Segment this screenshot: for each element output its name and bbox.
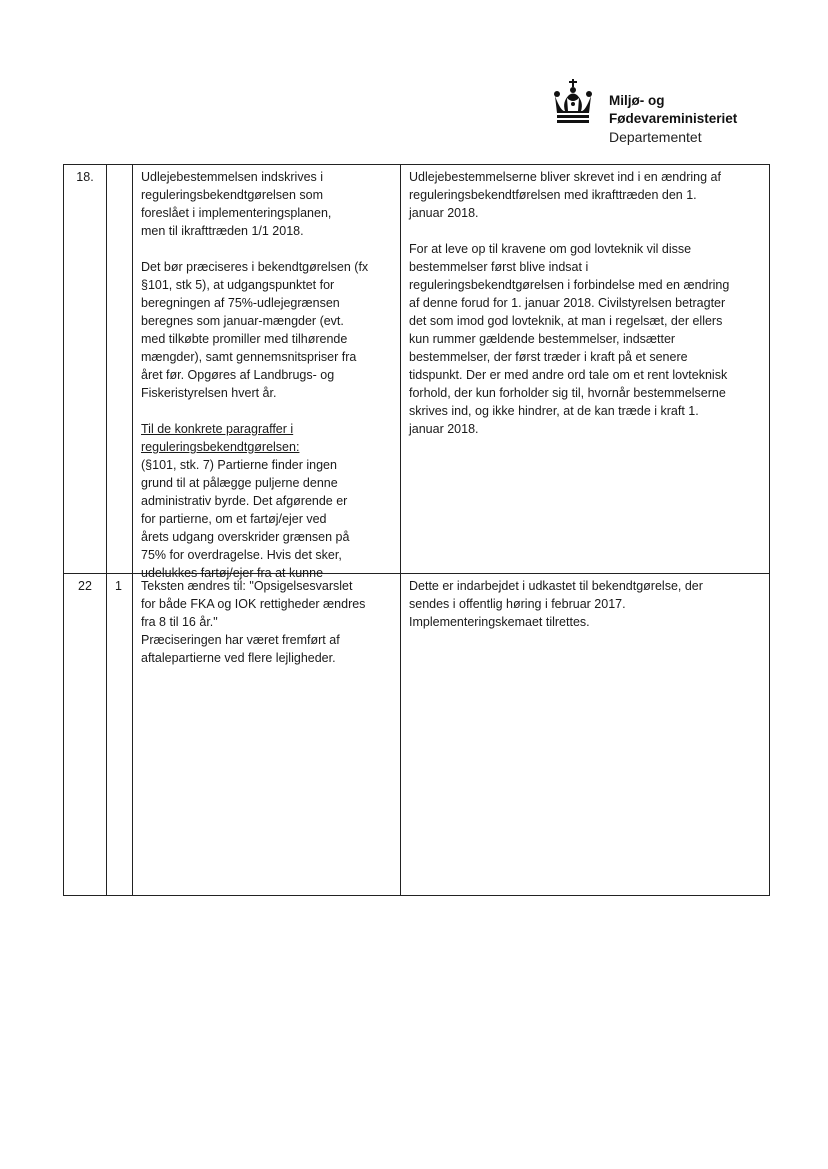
text-line: foreslået i implementeringsplanen, [141, 206, 332, 220]
text-line: men til ikrafttræden 1/1 2018. [141, 224, 304, 238]
table-row [64, 165, 770, 574]
text-line: (§101, stk. 7) Partierne finder ingen [141, 458, 337, 472]
text-line: grund til at pålægge puljerne denne [141, 476, 338, 490]
text-line: Det bør præciseres i bekendtgørelsen (fx [141, 260, 369, 274]
text-line: Udlejebestemmelsen indskrives i [141, 170, 324, 184]
text-line: af denne forud for 1. januar 2018. Civilstyrelsen betragter [409, 296, 726, 310]
text-line: det som imod god lovteknik, at man i regelsæt, der ellers [409, 314, 723, 328]
text-line: For at leve op til kravene om god lovteknik vil disse [409, 242, 692, 256]
text-line: kun rummer gældende bestemmelser, indsætter [409, 332, 676, 346]
text-line: tidspunkt. Der er med andre ord tale om et rent lovteknisk [409, 368, 728, 382]
row-number: 18. [64, 165, 107, 574]
ministry-line2: Fødevareministeriet [609, 111, 738, 126]
response-cell [401, 165, 770, 574]
text-line: Præciseringen har været fremført af [141, 633, 340, 647]
section-heading: Til de konkrete paragraffer i [141, 422, 294, 436]
text-line: beregningen af 75%-udlejegrænsen [141, 296, 340, 310]
text-line: mængder), samt gennemsnitspriser fra [141, 350, 357, 364]
consultation-table [63, 164, 770, 896]
row-sub-number: 1 [107, 574, 133, 896]
text-line: fra 8 til 16 år." [141, 615, 218, 629]
comment-cell [133, 574, 401, 896]
text-line: januar 2018. [409, 422, 479, 436]
text-line: udelukkes fartøj/ejer fra at kunne [141, 566, 324, 580]
text-line: skrives ind, og ikke hindrer, at de kan træde i kraft 1. [409, 404, 699, 418]
ministry-line1: Miljø- og [609, 93, 665, 108]
row-number: 22 [64, 574, 107, 896]
text-line: beregnes som januar-mængder (evt. [141, 314, 344, 328]
text-line: Dette er indarbejdet i udkastet til bekendtgørelse, der [409, 579, 703, 593]
text-line: for partierne, om et fartøj/ejer ved [141, 512, 327, 526]
row-sub-number [107, 165, 133, 574]
text-line: Udlejebestemmelserne bliver skrevet ind i en ændring af [409, 170, 721, 184]
crown-icon [551, 78, 595, 124]
text-line: reguleringsbekendtførelsen med ikrafttræden den 1. [409, 188, 697, 202]
text-line: Fiskeristyrelsen hvert år. [141, 386, 277, 400]
comment-cell [133, 165, 401, 580]
text-line: bestemmelser først blive indsat i [409, 260, 589, 274]
text-line: for både FKA og IOK rettigheder ændres [141, 597, 366, 611]
text-line: aftalepartierne ved flere lejligheder. [141, 651, 336, 665]
ministry-line3: Departementet [609, 129, 702, 145]
section-heading: reguleringsbekendtgørelsen: [141, 440, 300, 454]
response-cell [401, 574, 770, 896]
text-line: januar 2018. [409, 206, 479, 220]
text-line: §101, stk 5), at udgangspunktet for [141, 278, 335, 292]
ministry-header [609, 92, 737, 146]
text-line: Teksten ændres til: "Opsigelsesvarslet [141, 579, 353, 593]
text-line: forhold, der kun forholder sig til, hvornår bestemmelserne [409, 386, 726, 400]
text-line: 75% for overdragelse. Hvis det sker, [141, 548, 342, 562]
text-line: Implementeringskemaet tilrettes. [409, 615, 590, 629]
text-line: året før. Opgøres af Landbrugs- og [141, 368, 335, 382]
table-row [64, 574, 770, 896]
text-line: med tilkøbte promiller med tilhørende [141, 332, 348, 346]
text-line: bestemmelser, der først træder i kraft på et senere [409, 350, 688, 364]
text-line: årets udgang overskrider grænsen på [141, 530, 350, 544]
text-line: sendes i offentlig høring i februar 2017. [409, 597, 626, 611]
text-line: administrativ byrde. Det afgørende er [141, 494, 348, 508]
text-line: reguleringsbekendtgørelsen i forbindelse med en ændring [409, 278, 730, 292]
text-line: reguleringsbekendtgørelsen som [141, 188, 324, 202]
